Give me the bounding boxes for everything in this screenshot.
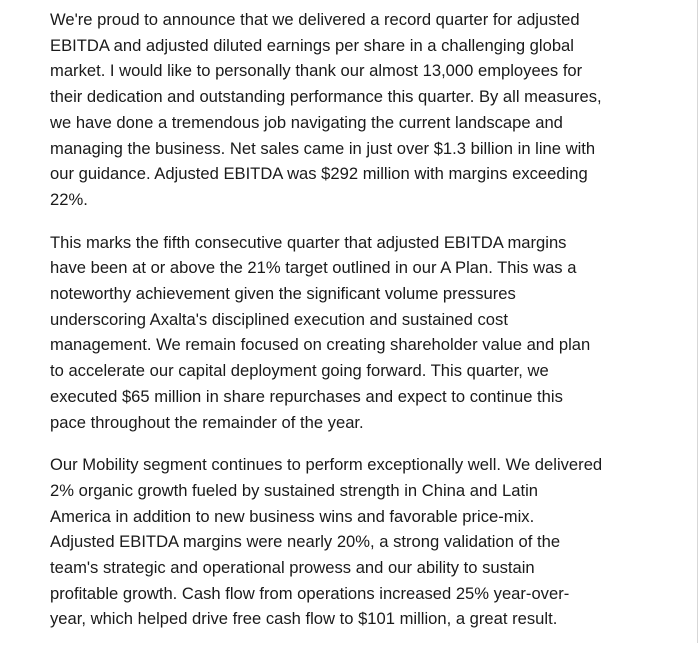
text-line: year, which helped drive free cash flow to $101 million, a great result. <box>50 609 558 629</box>
document-body <box>50 7 675 649</box>
paragraph-2 <box>50 230 675 436</box>
text-line: their dedication and outstanding performance this quarter. By all measures, <box>50 87 602 107</box>
text-line: America in addition to new business wins and favorable price-mix. <box>50 506 535 526</box>
text-line: our guidance. Adjusted EBITDA was $292 million with margins exceeding <box>50 164 588 184</box>
text-line: EBITDA and adjusted diluted earnings per share in a challenging global <box>50 35 574 55</box>
text-line: pace throughout the remainder of the year. <box>50 412 364 432</box>
text-line: executed $65 million in share repurchases and expect to continue this <box>50 386 563 406</box>
text-line: 2% organic growth fueled by sustained strength in China and Latin <box>50 480 538 500</box>
text-line: underscoring Axalta's disciplined execution and sustained cost <box>50 309 508 329</box>
text-line: noteworthy achievement given the significant volume pressures <box>50 284 516 304</box>
text-line: profitable growth. Cash flow from operations increased 25% year-over- <box>50 583 570 603</box>
text-line: 22%. <box>50 189 88 209</box>
text-line: market. I would like to personally thank our almost 13,000 employees for <box>50 61 583 81</box>
text-line: management. We remain focused on creating shareholder value and plan <box>50 335 591 355</box>
text-line: Our Mobility segment continues to perform exceptionally well. We delivered <box>50 455 603 475</box>
text-line: This marks the fifth consecutive quarter that adjusted EBITDA margins <box>50 232 567 252</box>
text-line: Adjusted EBITDA margins were nearly 20%, a strong validation of the <box>50 532 561 552</box>
text-line: we have done a tremendous job navigating the current landscape and <box>50 112 563 132</box>
paragraph-3 <box>50 452 675 632</box>
paragraph-1 <box>50 7 675 213</box>
text-line: We're proud to announce that we delivered a record quarter for adjusted <box>50 10 580 29</box>
text-line: to accelerate our capital deployment going forward. This quarter, we <box>50 361 549 381</box>
text-line: team's strategic and operational prowess and our ability to sustain <box>50 558 535 578</box>
text-line: have been at or above the 21% target outlined in our A Plan. This was a <box>50 258 577 278</box>
text-line: managing the business. Net sales came in just over $1.3 billion in line with <box>50 138 596 158</box>
